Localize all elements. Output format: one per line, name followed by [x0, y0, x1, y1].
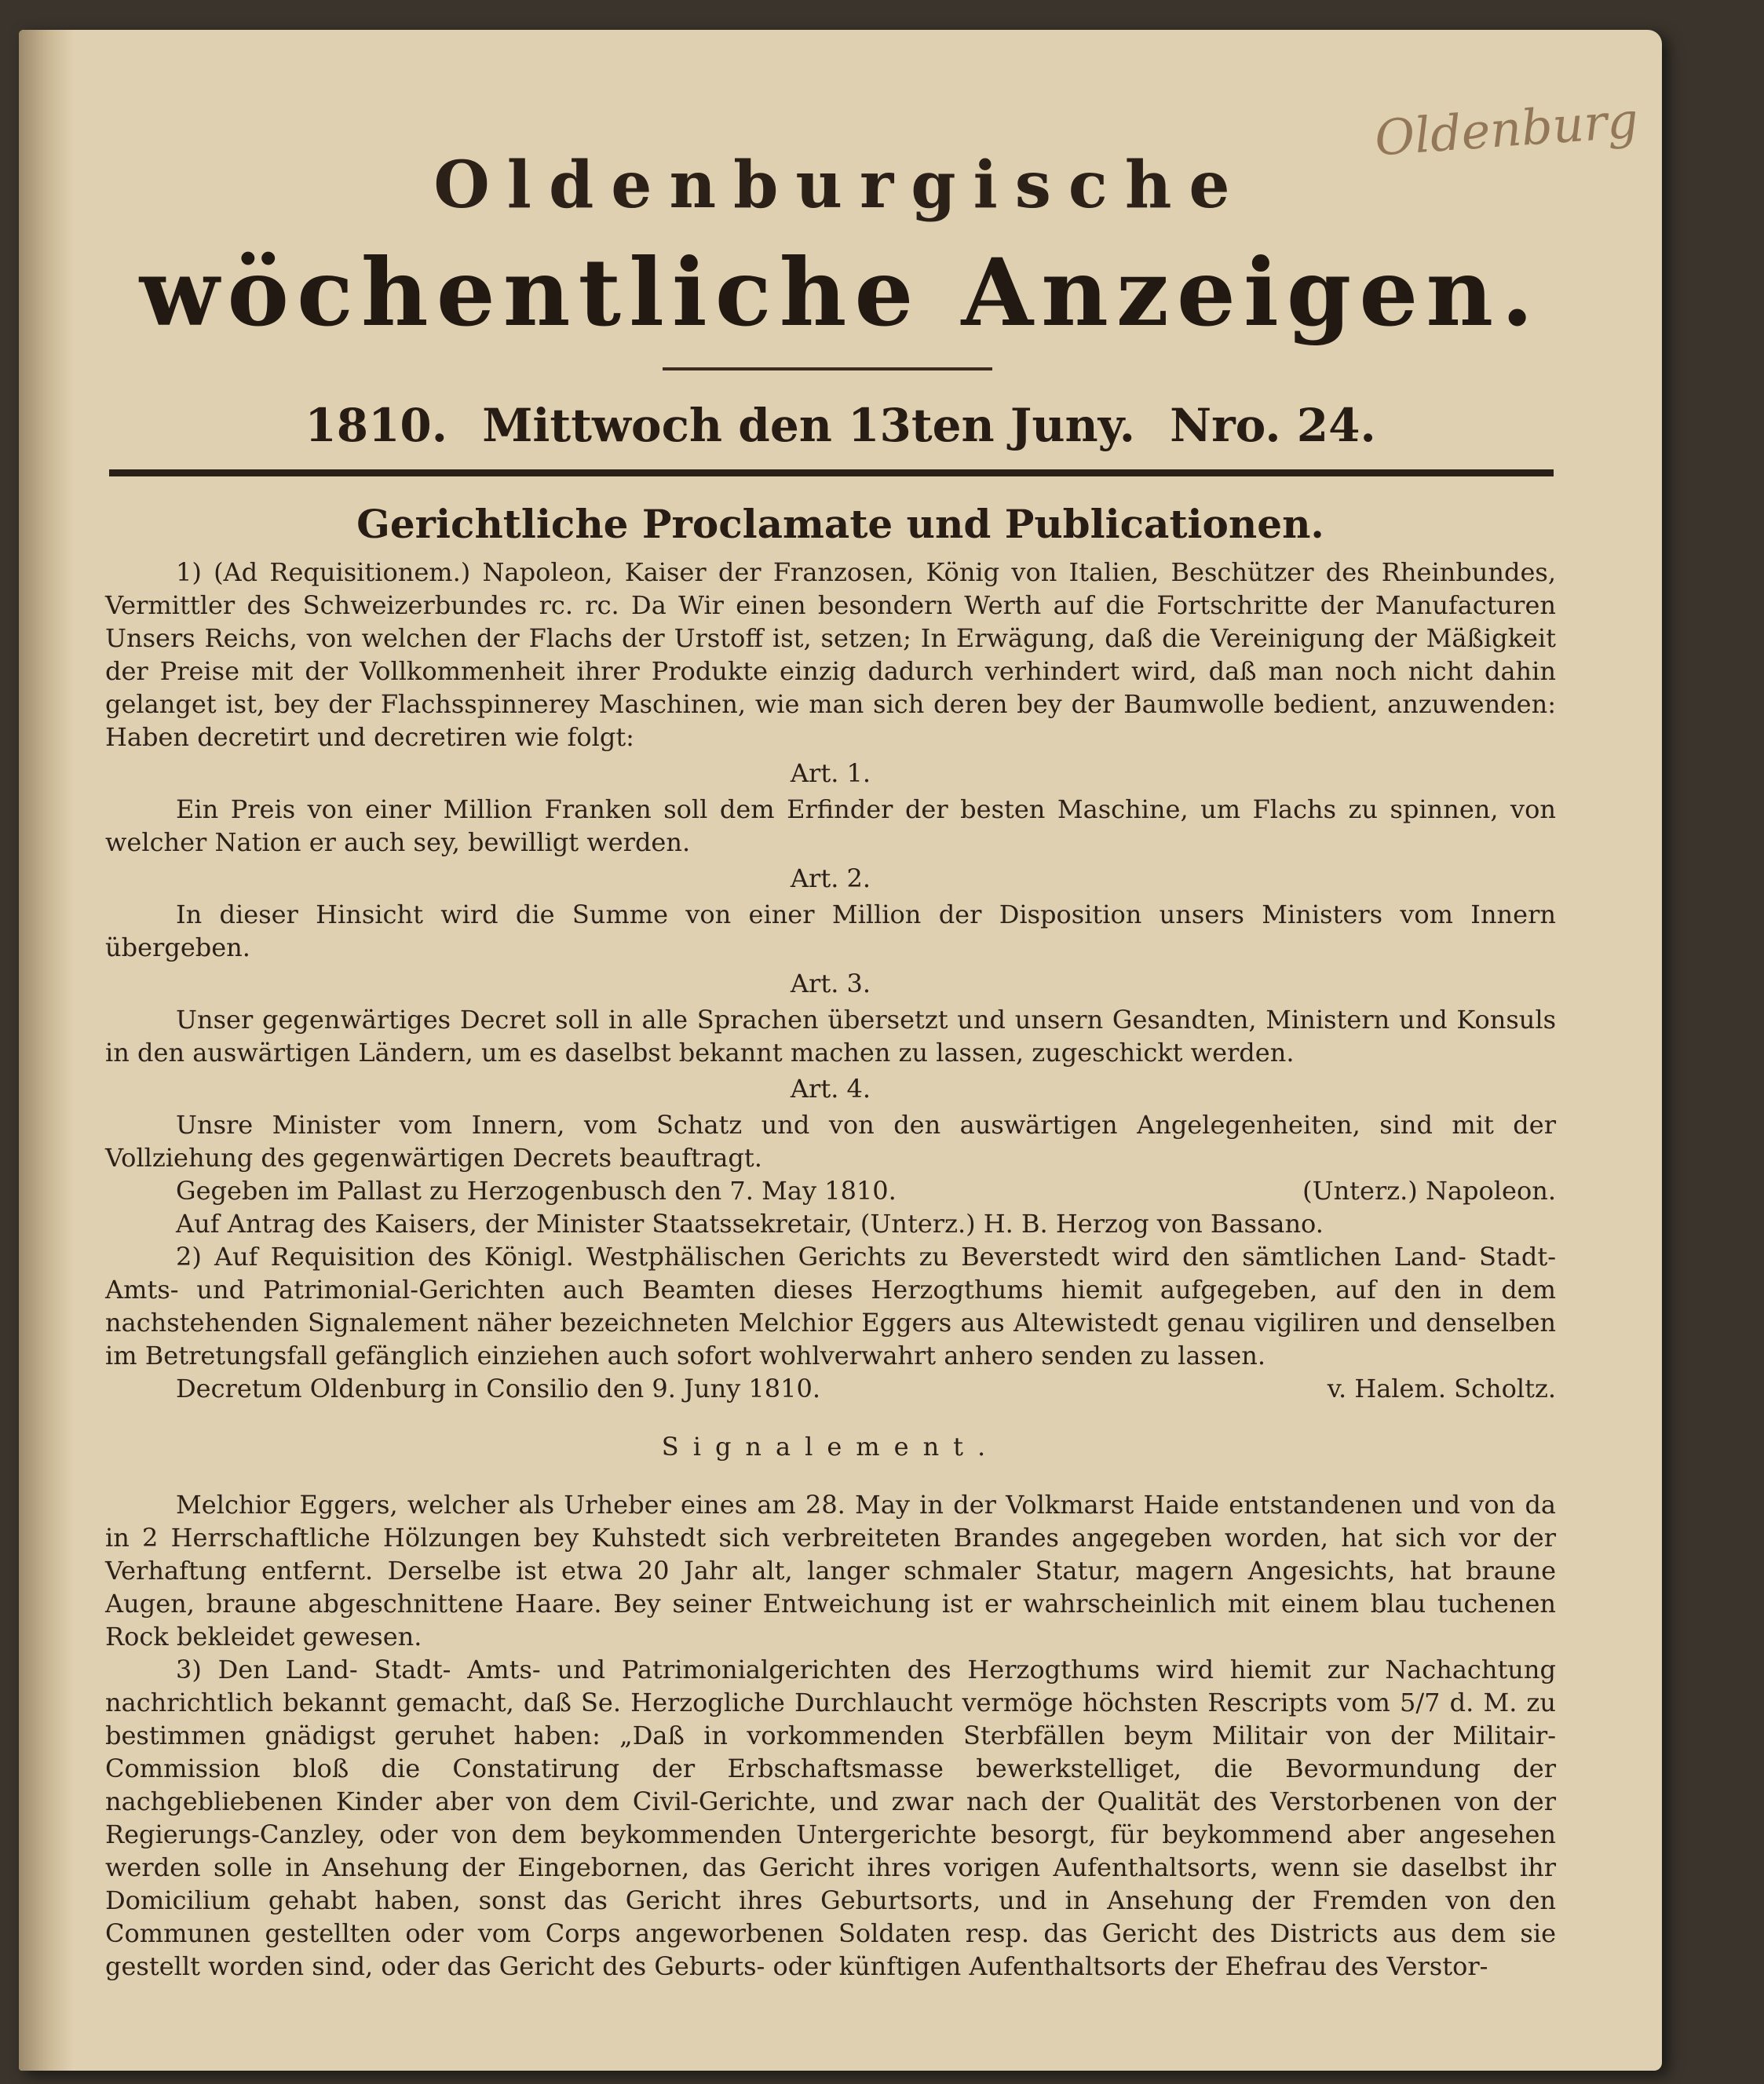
section-title: Gerichtliche Proclamate und Publicationen. — [356, 501, 1324, 547]
newspaper-page — [19, 30, 1662, 2071]
dateline-year: 1810. — [305, 399, 447, 452]
paragraph-1: 1) (Ad Requisitionem.) Napoleon, Kaiser der Franzosen, König von Italien, Beschützer des Rheinbundes, Vermittler des Schweizerbundes rc. rc. Da Wir einen besondern Werth auf die Fortschritte der Manufacturen Unsers Reichs, von welchen der Flachs der Urstoff ist, setzen; In Erwägung, daß die Vereinigung der Mäßigkeit der Preise mit der Vollkommenheit ihrer Produkte einzig dadurch verhindert wird, daß man noch nicht dahin gelanget ist, bey der Flachsspinnerey Maschinen, wie man sich deren bey der Baumwolle bedient, anzuwenden: Haben decretirt und decretiren wie folgt: — [105, 557, 1556, 752]
dateline-date: Mittwoch den 13ten Juny. — [482, 399, 1135, 452]
masthead-rule — [663, 367, 992, 370]
masthead-line-1: Oldenburgische — [433, 148, 1247, 223]
dateline-number: Nro. 24. — [1170, 399, 1376, 452]
dateline — [19, 399, 1662, 452]
decretum-place-date: Decretum Oldenburg in Consilio den 9. Juny 1810. — [176, 1374, 821, 1403]
masthead-line-2: wöchentliche Anzeigen. — [139, 238, 1542, 347]
handwritten-annotation: Oldenburg — [1372, 91, 1641, 167]
article-4-text: Unsre Minister vom Innern, vom Schatz und von den auswärtigen Angelegenheiten, sind mit der Vollziehung des gegenwärtigen Decrets beauftragt. — [105, 1110, 1556, 1173]
given-signature: (Unterz.) Napoleon. — [1302, 1176, 1556, 1206]
article-1-heading: Art. 1. — [790, 758, 871, 788]
article-4-heading: Art. 4. — [790, 1074, 871, 1104]
paragraph-2: 2) Auf Requisition des Königl. Westphälischen Gerichts zu Beverstedt wird den sämtlichen Land- Stadt- Amts- und Patrimonial-Gerichten auch Beamten dieses Herzogthums hiemit aufgegeben, auf den in dem nachstehenden Signalement näher bezeichneten Melchior Eggers aus Altewistedt genau vigiliren und denselben im Betretungsfall gefänglich einziehen auch sofort wohlverwahrt anhero senden zu lassen. — [105, 1242, 1556, 1370]
decretum-signatures: v. Halem. Scholtz. — [1327, 1374, 1556, 1403]
header-rule — [109, 469, 1554, 476]
article-2-text: In dieser Hinsicht wird die Summe von einer Million der Disposition unsers Ministers vom Innern übergeben. — [105, 900, 1556, 962]
auftrag-line: Auf Antrag des Kaisers, der Minister Staatssekretair, (Unterz.) H. B. Herzog von Bassano. — [176, 1209, 1324, 1239]
given-line — [105, 1174, 1556, 1207]
article-3-text: Unser gegenwärtiges Decret soll in alle Sprachen übersetzt und unsern Gesandten, Ministern und Konsuls in den auswärtigen Ländern, um es daselbst bekannt machen zu lassen, zugeschickt werden. — [105, 1005, 1556, 1068]
paragraph-3: 3) Den Land- Stadt- Amts- und Patrimonialgerichten des Herzogthums wird hiemit zur Nachachtung nachrichtlich bekannt gemacht, daß Se. Herzogliche Durchlaucht vermöge höchsten Rescripts vom 5/7 d. M. zu bestimmen gnädigst geruhet haben: „Daß in vorkommenden Sterbfällen beym Militair von der Militair-Commission bloß die Constatirung der Erbschaftsmasse bewerkstelliget, die Bevormundung der nachgebliebenen Kinder aber von dem Civil-Gerichte, und zwar nach der Qualität des Verstorbenen von der Regierungs-Canzley, oder von dem beykommenden Untergerichte besorgt, für beykommend aber angesehen werden solle in Ansehung der Eingebornen, das Gericht ihres vorigen Aufenthaltsorts, wenn sie daselbst ihr Domicilium gehabt haben, sonst das Gericht ihres Geburtsorts, und in Ansehung der Fremden von den Communen gestellten oder vom Corps angeworbenen Soldaten resp. das Gericht des Districts aus dem sie gestellt worden sind, oder das Gericht des Geburts- oder künftigen Aufenthaltsorts der Ehefrau des Verstor- — [105, 1655, 1556, 1981]
given-place-date: Gegeben im Pallast zu Herzogenbusch den 7. May 1810. — [176, 1176, 897, 1206]
article-3-heading: Art. 3. — [790, 969, 871, 998]
article-body — [105, 556, 1556, 1983]
article-2-heading: Art. 2. — [790, 863, 871, 893]
signalement-text: Melchior Eggers, welcher als Urheber eines am 28. May in der Volkmarst Haide entstandenen und von da in 2 Herrschaftliche Hölzungen bey Kuhstedt sich verbreiteten Brandes angegeben worden, hat sich vor der Verhaftung entfernt. Derselbe ist etwa 20 Jahr alt, langer schmaler Statur, magern Angesichts, hat braune Augen, braune abgeschnittene Haare. Bey seiner Entweichung ist er wahrscheinlich mit einem blau tuchenen Rock bekleidet gewesen. — [105, 1490, 1556, 1652]
decretum-line — [105, 1372, 1556, 1405]
article-1-text: Ein Preis von einer Million Franken soll dem Erfinder der besten Maschine, um Flachs zu spinnen, von welcher Nation er auch sey, bewilligt werden. — [105, 794, 1556, 857]
signalement-heading: Signalement. — [661, 1432, 1000, 1462]
